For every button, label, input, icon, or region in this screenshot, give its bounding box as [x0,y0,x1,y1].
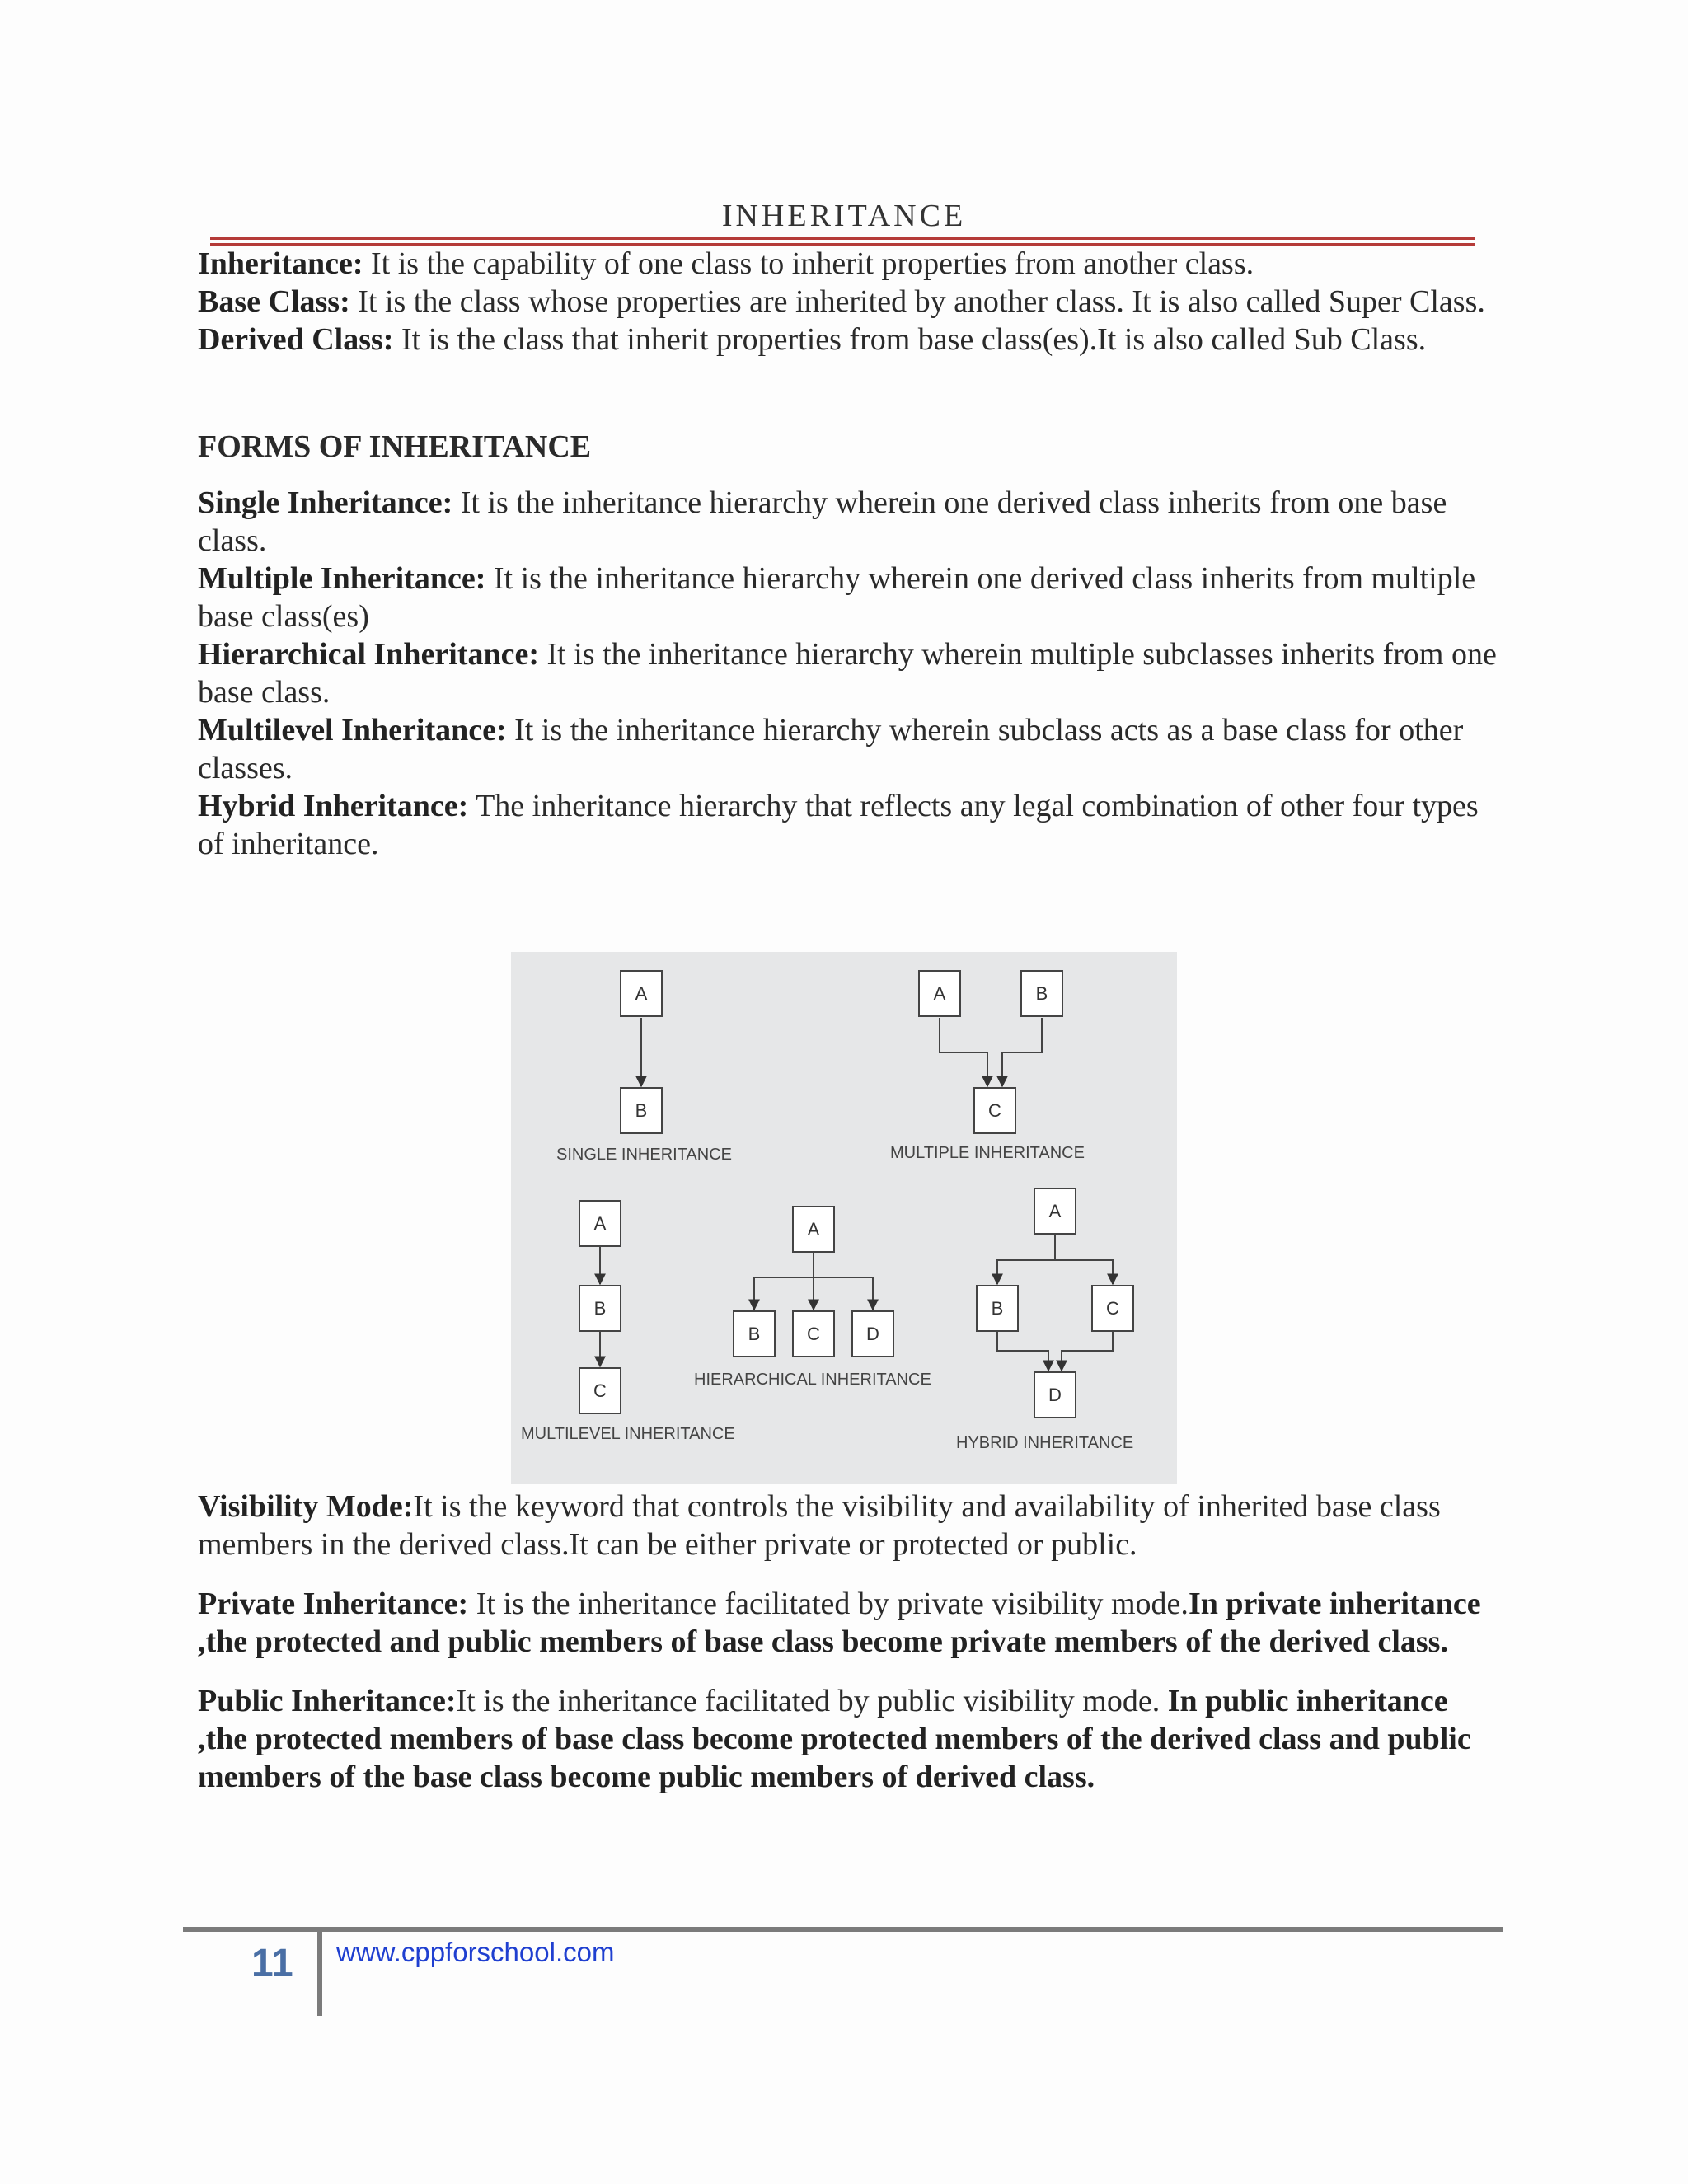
definition-text: It is the class whose properties are inherited by another class. It is also called Super Class. [349,284,1485,319]
hierarchical-label-d: D [866,1324,879,1344]
caption-single: SINGLE INHERITANCE [556,1146,732,1164]
hierarchical-label-b: B [748,1324,761,1344]
hybrid-label-a: A [1048,1201,1062,1221]
definition-text: It is the class that inherit properties from base class(es).It is also called Sub Class. [393,322,1427,357]
multiple-label-c: C [988,1100,1001,1121]
page-title: INHERITANCE [721,199,967,233]
private-bold-text: In private inheritance ,the protected and public members of base class become private members of the derived class. [198,1586,1481,1659]
form-multilevel [198,711,1500,787]
form-term: Single Inheritance: [198,485,453,520]
public-inheritance [198,1682,1500,1796]
form-term: Hybrid Inheritance: [198,789,469,823]
caption-multiple: MULTIPLE INHERITANCE [890,1144,1085,1162]
private-term: Private Inheritance: [198,1586,469,1621]
form-term: Multiple Inheritance: [198,561,486,596]
public-term: Public Inheritance: [198,1684,457,1718]
definition-inheritance [198,245,1500,283]
public-bold-text: In public inheritance ,the protected members of base class become protected members of the derived class and public members of the base class become public members of derived class. [198,1684,1471,1794]
footer-rule [183,1927,1503,1932]
form-text: The inheritance hierarchy that reflects any legal combination of other four types of inheritance. [198,789,1479,861]
footer-divider [317,1932,322,2016]
form-hierarchical [198,635,1500,711]
private-inheritance [198,1585,1500,1661]
visibility-mode [198,1488,1500,1563]
form-text: It is the inheritance hierarchy wherein one derived class inherits from one base class. [198,485,1447,558]
definition-text: It is the capability of one class to inherit properties from another class. [363,246,1254,281]
multiple-label-b: B [1035,983,1048,1004]
single-label-a: A [635,983,648,1004]
form-multiple [198,560,1500,635]
hybrid-label-b: B [991,1298,1004,1319]
definition-base-class [198,283,1500,321]
caption-hierarchical: HIERARCHICAL INHERITANCE [694,1371,931,1389]
form-term: Multilevel Inheritance: [198,713,507,748]
hierarchical-label-c: C [807,1324,820,1344]
inheritance-diagram [511,952,1177,1484]
form-single [198,484,1500,560]
multilevel-label-c: C [593,1380,607,1401]
content-upper [198,245,1500,863]
visibility-text: It is the keyword that controls the visibility and availability of inherited base class members in the derived class.It can be either private or protected or public. [198,1489,1441,1562]
multilevel-label-a: A [593,1213,607,1234]
public-text: It is the inheritance facilitated by public visibility mode. [456,1684,1168,1718]
form-hybrid [198,787,1500,863]
caption-multilevel: MULTILEVEL INHERITANCE [521,1425,735,1443]
form-text: It is the inheritance hierarchy wherein multiple subclasses inherits from one base class. [198,637,1497,710]
content-lower [198,1488,1500,1817]
multiple-label-a: A [933,983,946,1004]
inheritance-diagram-figure [511,952,1177,1484]
hybrid-label-d: D [1048,1385,1062,1405]
multilevel-label-b: B [593,1298,607,1319]
hybrid-label-c: C [1106,1298,1119,1319]
footer-url-link[interactable]: www.cppforschool.com [336,1937,615,1967]
page-number: 11 [251,1942,293,1985]
form-text: It is the inheritance hierarchy wherein subclass acts as a base class for other classes. [198,713,1464,785]
definition-term: Derived Class: [198,322,394,357]
form-text: It is the inheritance hierarchy wherein one derived class inherits from multiple base class(es) [198,561,1476,634]
definition-term: Base Class: [198,284,350,319]
hierarchical-label-a: A [807,1219,820,1240]
caption-hybrid: HYBRID INHERITANCE [956,1434,1134,1452]
single-label-b: B [635,1100,648,1121]
definition-derived-class [198,321,1500,359]
form-term: Hierarchical Inheritance: [198,637,540,672]
visibility-term: Visibility Mode: [198,1489,414,1524]
forms-heading: FORMS OF INHERITANCE [198,429,592,464]
private-text: It is the inheritance facilitated by private visibility mode. [468,1586,1189,1621]
definition-term: Inheritance: [198,246,363,281]
